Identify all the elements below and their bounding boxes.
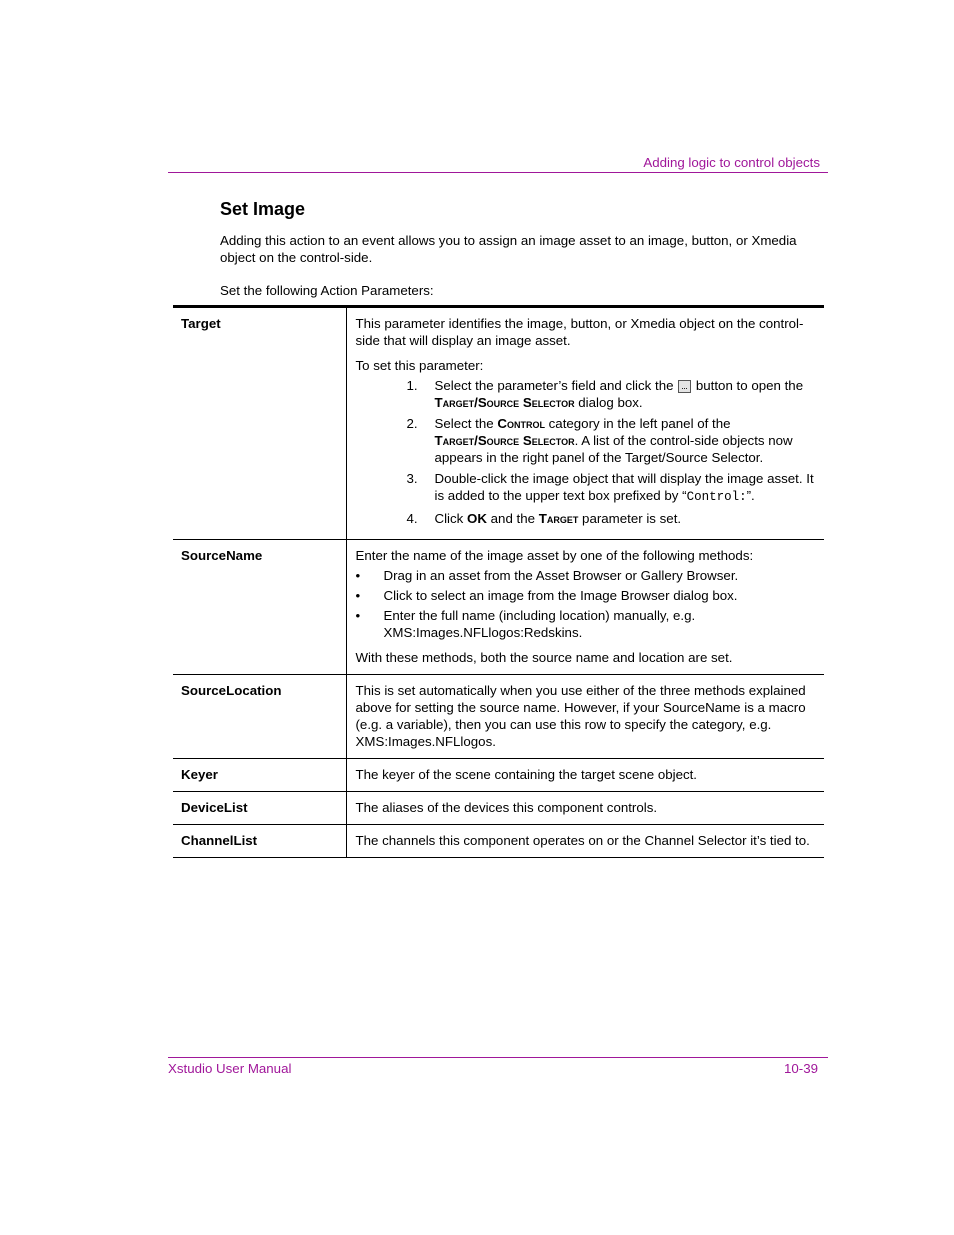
table-row-sourcename xyxy=(173,540,824,675)
sourcename-note: With these methods, both the source name and location are set. xyxy=(355,650,733,665)
param-description: The channels this component operates on or the Channel Selector it’s tied to. xyxy=(346,825,824,858)
intro-parameters-line: Set the following Action Parameters: xyxy=(220,283,434,298)
list-item: 3. Double-click the image object that will display the image asset. It is added to the upper text box prefixed by “Control:”. xyxy=(406,471,814,504)
param-description: The aliases of the devices this component controls. xyxy=(346,792,824,825)
table-row-keyer xyxy=(173,759,824,792)
footer-manual-title: Xstudio User Manual xyxy=(168,1061,292,1076)
param-name: DeviceList xyxy=(173,792,346,825)
running-header: Adding logic to control objects xyxy=(643,155,820,170)
target-howto: To set this parameter: xyxy=(355,358,484,373)
param-name: SourceLocation xyxy=(173,675,346,759)
param-description xyxy=(346,540,824,675)
footer-rule xyxy=(168,1057,828,1058)
param-name: Target xyxy=(173,307,346,540)
param-name: SourceName xyxy=(173,540,346,675)
param-name: Keyer xyxy=(173,759,346,792)
param-description: The keyer of the scene containing the target scene object. xyxy=(346,759,824,792)
param-description xyxy=(346,307,824,540)
page-number: 10-39 xyxy=(783,1061,818,1076)
list-item: • Click to select an image from the Image Browser dialog box. xyxy=(355,588,738,603)
target-steps xyxy=(356,377,815,527)
list-item: 4. Click OK and the Target parameter is set. xyxy=(406,511,682,526)
intro-paragraph: Adding this action to an event allows you to assign an image asset to an image, button, or Xmedia object on the control-side. xyxy=(220,233,797,265)
param-name: ChannelList xyxy=(173,825,346,858)
action-parameters-table xyxy=(173,305,824,858)
sourcename-description: Enter the name of the image asset by one of the following methods: xyxy=(355,548,754,563)
target-selector-button-icon xyxy=(678,380,691,393)
list-item: 2. Select the Control category in the left panel of the Target/Source Selector. A list of the control-side objects now appears in the right panel of the Target/Source Selector. xyxy=(406,416,793,465)
list-item: • Enter the full name (including location) manually, e.g. XMS:Images.NFLlogos:Redskins. xyxy=(355,608,696,640)
sourcename-methods xyxy=(356,567,815,641)
list-item: • Drag in an asset from the Asset Browser or Gallery Browser. xyxy=(355,568,739,583)
table-row-channellist xyxy=(173,825,824,858)
target-description: This parameter identifies the image, button, or Xmedia object on the control-side that will display an image asset. xyxy=(355,316,804,348)
section-title: Set Image xyxy=(220,199,306,219)
table-row-target xyxy=(173,307,824,540)
table-row-devicelist xyxy=(173,792,824,825)
list-item: 1. Select the parameter’s field and click the button to open the Target/Source Selector dialog box. xyxy=(406,378,804,410)
param-description: This is set automatically when you use either of the three methods explained above for setting the source name. However, if your SourceName is a macro (e.g. a variable), then you can use this row to specify the category, e.g. XMS:Images.NFLlogos. xyxy=(346,675,824,759)
header-rule xyxy=(168,172,828,173)
table-row-sourcelocation xyxy=(173,675,824,759)
